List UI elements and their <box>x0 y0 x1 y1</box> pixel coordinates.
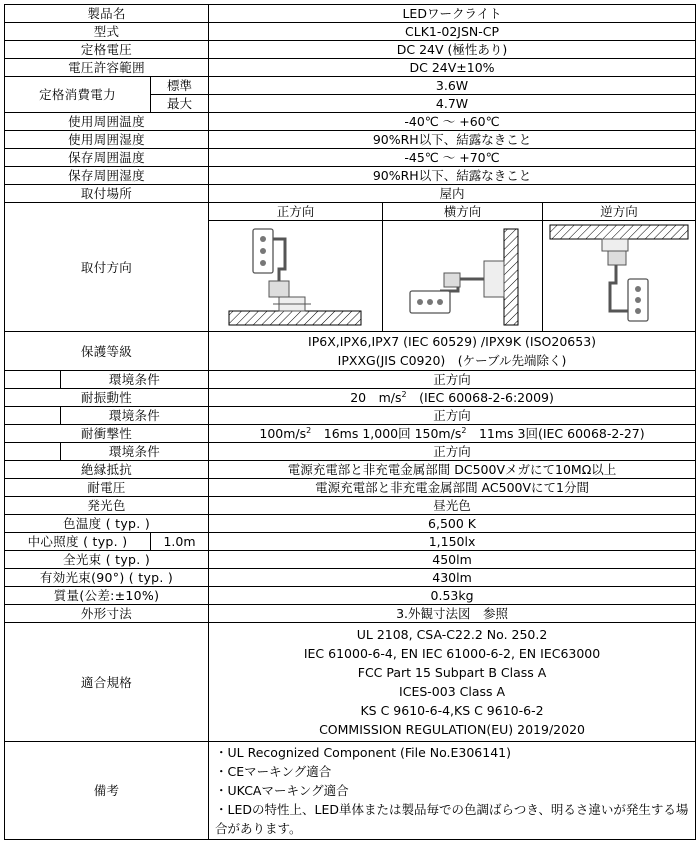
label-withstand: 耐電圧 <box>5 479 209 497</box>
row-insulation <box>5 461 696 479</box>
label-remarks: 備考 <box>5 742 209 840</box>
value-location: 屋内 <box>209 185 696 203</box>
label-shock-env: 環境条件 <box>61 443 209 461</box>
value-color-temp: 6,500 K <box>209 515 696 533</box>
value-standards <box>209 623 696 742</box>
standards-line: UL 2108, CSA-C22.2 No. 250.2 <box>356 627 548 642</box>
value-protection-env: 正方向 <box>209 371 696 389</box>
value-remarks <box>209 742 696 840</box>
standards-line: KS C 9610-6-4,KS C 9610-6-2 <box>360 703 544 718</box>
value-mass: 0.53kg <box>209 587 696 605</box>
remarks-line: ・UL Recognized Component (File No.E306141) <box>215 745 511 760</box>
label-rated-voltage: 定格電圧 <box>5 41 209 59</box>
value-flux: 450lm <box>209 551 696 569</box>
shock-value-part1: 100m/s <box>259 426 307 441</box>
label-orientation: 取付方向 <box>5 203 209 332</box>
value-rated-voltage: DC 24V (極性あり) <box>209 41 696 59</box>
value-vibration-env: 正方向 <box>209 407 696 425</box>
row-product-name <box>5 5 696 23</box>
label-power-max: 最大 <box>151 95 209 113</box>
label-effective-flux: 有効光束(90°) ( typ. ) <box>5 569 209 587</box>
orientation-reverse-label: 逆方向 <box>543 203 696 221</box>
orientation-side-label: 横方向 <box>383 203 543 221</box>
label-protection: 保護等級 <box>5 332 209 371</box>
row-vibration <box>5 389 696 407</box>
row-shock-env <box>5 443 696 461</box>
label-model: 型式 <box>5 23 209 41</box>
vibration-sup: 2 <box>401 389 407 399</box>
label-flux: 全光束 ( typ. ) <box>5 551 209 569</box>
standards-line: IEC 61000-6-4, EN IEC 61000-6-2, EN IEC63000 <box>303 646 601 661</box>
protection-line-1: IP6X,IPX6,IPX7 (IEC 60529) /IPX9K (ISO20653) <box>308 334 597 349</box>
row-model <box>5 23 696 41</box>
label-center-lux: 中心照度 ( typ. ) <box>5 533 151 551</box>
remarks-line: ・LEDの特性上、LED単体または製品毎での色調ばらつき、明るさ違いが発生する場合があります。 <box>215 802 689 836</box>
label-location: 取付場所 <box>5 185 209 203</box>
row-vibration-env <box>5 407 696 425</box>
shock-sup-2: 2 <box>461 425 467 435</box>
indent-cell <box>5 443 61 461</box>
row-mass <box>5 587 696 605</box>
value-effective-flux: 430lm <box>209 569 696 587</box>
label-insulation: 絶縁抵抗 <box>5 461 209 479</box>
value-model: CLK1-02JSN-CP <box>209 23 696 41</box>
row-remarks <box>5 742 696 840</box>
vibration-value-suffix: (IEC 60068-2-6:2009) <box>406 390 554 405</box>
value-dimensions: 3.外観寸法図 参照 <box>209 605 696 623</box>
standards-line: FCC Part 15 Subpart B Class A <box>357 665 547 680</box>
protection-line-2: IPXXG(JIS C0920) (ケーブル先端除く) <box>337 353 567 368</box>
value-center-lux: 1,150lx <box>209 533 696 551</box>
value-storage-temp: -45℃ ～ +70℃ <box>209 149 696 167</box>
label-color-temp: 色温度 ( typ. ) <box>5 515 209 533</box>
value-shock-env: 正方向 <box>209 443 696 461</box>
value-color: 昼光色 <box>209 497 696 515</box>
label-rated-power: 定格消費電力 <box>5 77 151 113</box>
label-vibration-env: 環境条件 <box>61 407 209 425</box>
value-vibration <box>209 389 696 407</box>
row-op-temp <box>5 113 696 131</box>
label-mass: 質量(公差:±10%) <box>5 587 209 605</box>
row-orientation-head <box>5 203 696 221</box>
remarks-line: ・UKCAマーキング適合 <box>215 783 349 798</box>
row-storage-temp <box>5 149 696 167</box>
orientation-normal-label: 正方向 <box>209 203 383 221</box>
label-voltage-range: 電圧許容範囲 <box>5 59 209 77</box>
row-location <box>5 185 696 203</box>
mount-normal-illustration <box>221 221 371 331</box>
spec-table <box>4 4 696 840</box>
row-color <box>5 497 696 515</box>
mount-reverse-illustration <box>544 221 694 331</box>
shock-value-part3: 11ms 3回(IEC 60068-2-27) <box>466 426 645 441</box>
value-power-standard: 3.6W <box>209 77 696 95</box>
row-shock <box>5 425 696 443</box>
row-op-humidity <box>5 131 696 149</box>
row-color-temp <box>5 515 696 533</box>
value-withstand: 電源充電部と非充電金属部間 AC500Vにて1分間 <box>209 479 696 497</box>
shock-sup-1: 2 <box>306 425 312 435</box>
row-withstand <box>5 479 696 497</box>
value-product-name: LEDワークライト <box>209 5 696 23</box>
value-protection <box>209 332 696 371</box>
label-standards: 適合規格 <box>5 623 209 742</box>
label-shock: 耐衝撃性 <box>5 425 209 443</box>
row-effective-flux <box>5 569 696 587</box>
standards-line: ICES-003 Class A <box>399 684 506 699</box>
label-vibration: 耐振動性 <box>5 389 209 407</box>
mount-side-illustration <box>388 221 538 331</box>
indent-cell <box>5 407 61 425</box>
row-standards <box>5 623 696 742</box>
label-op-temp: 使用周囲温度 <box>5 113 209 131</box>
row-dimensions <box>5 605 696 623</box>
value-voltage-range: DC 24V±10% <box>209 59 696 77</box>
row-rated-power-standard <box>5 77 696 95</box>
label-protection-env: 環境条件 <box>61 371 209 389</box>
row-protection-env <box>5 371 696 389</box>
label-color: 発光色 <box>5 497 209 515</box>
row-voltage-range <box>5 59 696 77</box>
value-op-humidity: 90%RH以下、結露なきこと <box>209 131 696 149</box>
label-storage-temp: 保存周囲温度 <box>5 149 209 167</box>
value-shock <box>209 425 696 443</box>
remarks-line: ・CEマーキング適合 <box>215 764 332 779</box>
value-storage-humidity: 90%RH以下、結露なきこと <box>209 167 696 185</box>
label-storage-humidity: 保存周囲湿度 <box>5 167 209 185</box>
indent-cell <box>5 371 61 389</box>
row-protection <box>5 332 696 371</box>
diagram-normal <box>209 221 383 332</box>
standards-line: COMMISSION REGULATION(EU) 2019/2020 <box>319 722 585 737</box>
row-center-lux <box>5 533 696 551</box>
row-flux <box>5 551 696 569</box>
value-power-max: 4.7W <box>209 95 696 113</box>
row-rated-voltage <box>5 41 696 59</box>
diagram-side <box>383 221 543 332</box>
label-power-standard: 標準 <box>151 77 209 95</box>
diagram-reverse <box>543 221 696 332</box>
row-storage-humidity <box>5 167 696 185</box>
label-op-humidity: 使用周囲湿度 <box>5 131 209 149</box>
vibration-value-prefix: 20 m/s <box>350 390 402 405</box>
label-product-name: 製品名 <box>5 5 209 23</box>
center-lux-distance: 1.0m <box>151 533 209 551</box>
value-insulation: 電源充電部と非充電金属部間 DC500Vメガにて10MΩ以上 <box>209 461 696 479</box>
label-dimensions: 外形寸法 <box>5 605 209 623</box>
value-op-temp: -40℃ ～ +60℃ <box>209 113 696 131</box>
shock-value-part2: 16ms 1,000回 150m/s <box>311 426 462 441</box>
